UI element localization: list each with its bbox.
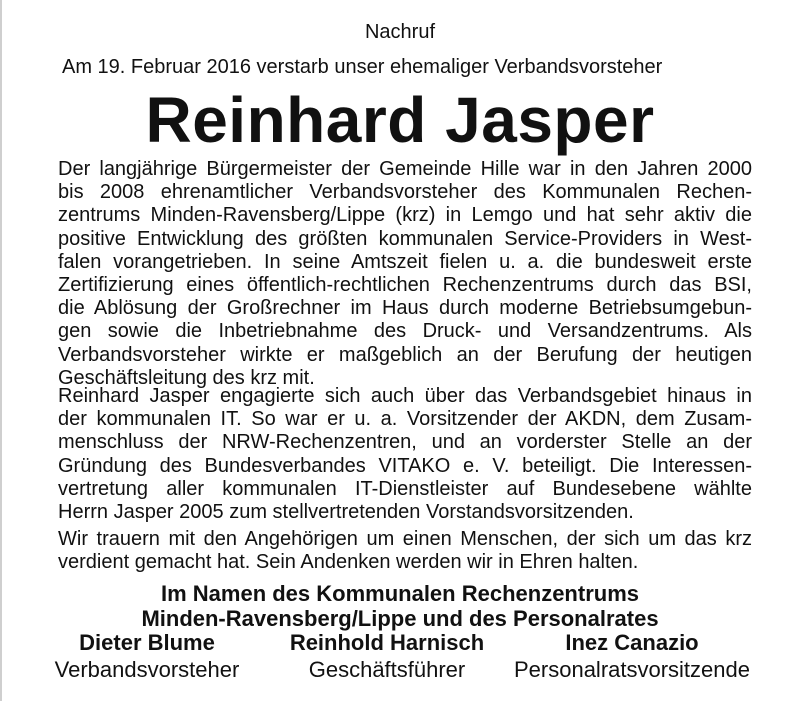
signatory-name: Reinhold Harnisch [289,630,485,655]
text-line: falen vorangetrieben. In seine Amtszeit fielen u. a. die bundesweit erste [58,250,752,273]
signatory-role: Verbandsvorsteher [54,657,240,682]
notice-intro: Am 19. Februar 2016 verstarb unser ehemaliger Verbandsvorsteher [62,56,663,78]
signatory-name: Inez Canazio [565,630,699,655]
signatory-2 [262,630,512,684]
paragraph-engagement [58,385,752,524]
text-line: Der langjährige Bürgermeister der Gemeinde Hille war in den Jahren 2000 [58,158,752,180]
text-line: die Ablösung der Großrechner im Haus durch moderne Betriebsumgebun- [58,297,752,320]
text-line: gen sowie die Inbetriebnahme des Druck- und Versandzentrums. Als [58,320,752,343]
text-line: Reinhard Jasper engagierte sich auch über das Verbandsgebiet hinaus in [58,385,752,407]
text-line: menschluss der NRW-Rechenzentren, und an vorderster Stelle an der [58,431,752,454]
text-line: Gründung des Bundesverbandes VITAKO e. V. beteiligt. Die Interessen- [58,454,752,477]
text-line: Geschäftsleitung des krz mit. [58,366,315,389]
signatory-1 [32,630,262,684]
signature-line-1: Im Namen des Kommunalen Rechenzentrums [160,581,639,606]
signatory-3 [482,630,782,684]
signatory-role: Geschäftsführer [308,657,466,682]
text-line: positive Entwicklung des größten kommunalen Service-Providers in West- [58,227,752,250]
text-line: bis 2008 ehrenamtlicher Verbandsvorsteher des Kommunalen Rechen- [58,181,752,204]
paragraph-career [58,158,752,390]
signatory-role: Personalratsvorsitzende [513,657,750,682]
text-line: Verbandsvorsteher wirkte er maßgeblich an der Berufung der heutigen [58,343,752,366]
text-line: zentrums Minden-Ravensberg/Lippe (krz) in Lemgo und hat sehr aktiv die [58,204,752,227]
signature-line-2: Minden-Ravensberg/Lippe und des Personalrates [141,606,659,631]
deceased-name: Reinhard Jasper [145,84,655,156]
signatory-name: Dieter Blume [79,630,215,655]
text-line: Herrn Jasper 2005 zum stellvertretenden Vorstandsvorsitzenden. [58,500,634,523]
text-line: der kommunalen IT. So war er u. a. Vorsitzender der AKDN, dem Zusam- [58,408,752,431]
text-line: verdient gemacht hat. Sein Andenken werden wir in Ehren halten. [58,551,639,574]
notice-heading: Nachruf [364,21,436,43]
text-line: vertretung aller kommunalen IT-Dienstleister auf Bundesebene wählte [58,477,752,500]
text-line: Wir trauern mit den Angehörigen um einen Menschen, der sich um das krz [58,528,752,550]
paragraph-mourning [58,528,752,574]
text-line: Zertifizierung eines öffentlich-rechtlichen Rechenzentrums durch das BSI, [58,273,752,296]
